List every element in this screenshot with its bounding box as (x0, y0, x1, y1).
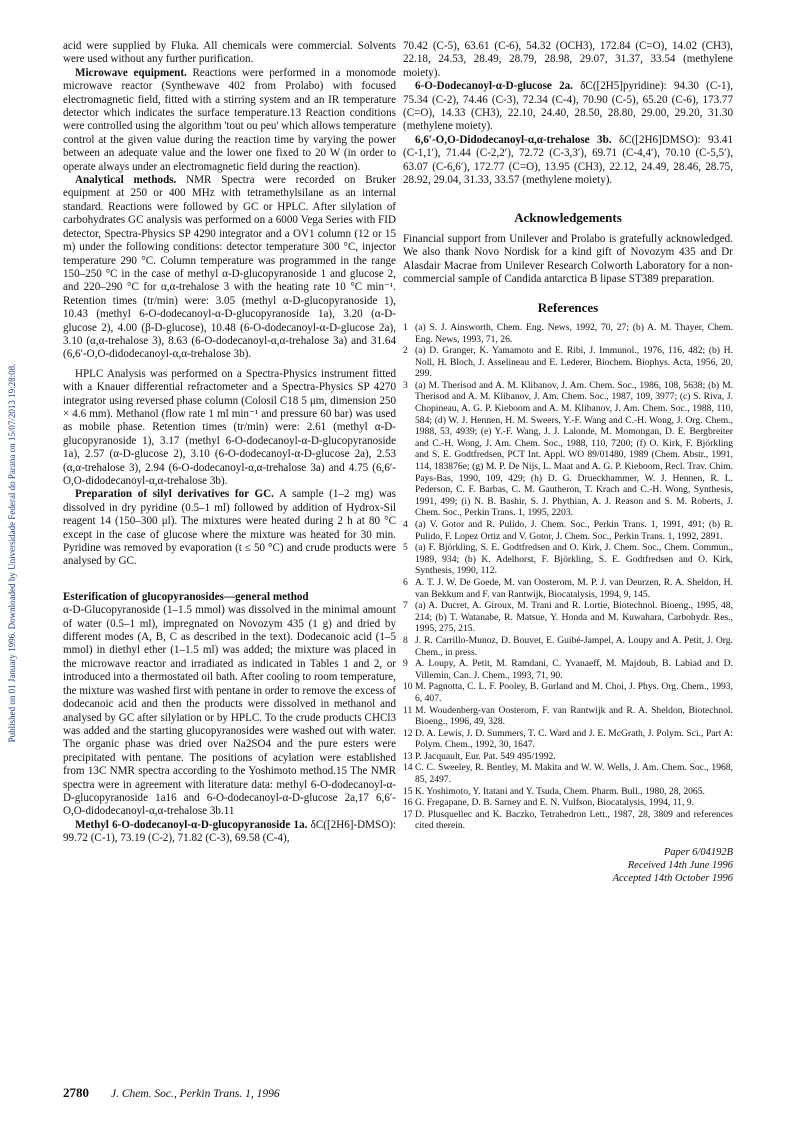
reference-text: A. T. J. W. De Goede, M. van Oosterom, M. P. J. van Deurzen, R. A. Sheldon, H. van Bekkum and F. van Rantwijk, Biocatalysis, 1994, 9, 145. (415, 576, 733, 600)
reference-number: 16 (403, 797, 413, 809)
reference-text: (a) A. Ducret, A. Giroux, M. Trani and R. Lortie, Biotechnol. Bioeng., 1995, 48, 214; (b) T. Watanabe, R. Matsue, Y. Honda and M. Kuwahara, Carbohydr. Res., 1995, 275, 215. (415, 600, 733, 635)
reference-item (403, 751, 733, 763)
reference-text: J. R. Carrillo-Munoz, D. Bouvet, E. Guibé-Jampel, A. Loupy and A. Petit, J. Org. Chem., in press. (415, 634, 733, 658)
paragraph-text: δC([2H6]-DMSO): 99.72 (C-1), 73.19 (C-2), 71.82 (C-3), 69.58 (C-4), (63, 818, 396, 845)
reference-text: C. C. Sweeley, R. Bentley, M. Makita and W. W. Wells, J. Am. Chem. Soc., 1968, 85, 2497. (415, 762, 733, 786)
accepted-date: Accepted 14th October 1996 (612, 873, 733, 885)
reference-number: 4 (403, 519, 408, 530)
microwave-paragraph (63, 67, 396, 174)
esterification-paragraph: α-D-Glucopyranoside (1–1.5 mmol) was dissolved in the minimal amount of water (0.5–1 ml), impregnated on Novozym 435 (1 g) and dried by different modes (A, B, C as described in the text). Dodecanoic acid (1–5 mmol) in diethyl ether (1–1.5 ml) was added; the mixture was placed in the microwave reactor and irradiated as indicated in Tables 1 and 2, or introduced into a thermostated oil bath. After cooling to room temperature, the mixture was washed first with pentane in order to remove the excess of dodecanoic acid and then the products were dissolved in methanol and analysed by GC after silylation or by HPLC. To the crude products CHCl3 was added and the starting glucopyranosides were washed out with water. The organic phase was dried over Na2SO4 and the pure esters were precipitated with pentane. The positions of acylation were established from 13C NMR spectra according to the Yoshimoto method.15 The NMR spectra were in agreement with literature data: methyl 6-O-dodecanoyl-α-D-glucopyranoside 1a16 and 6-O-dodecanoyl-α-D-glucose 2a,17 6,6′-O,O-didodecanoyl-α,α-trehalose 3b.11 (63, 604, 396, 818)
paragraph-text: Reactions were performed in a monomode microwave reactor (Synthewave 402 from Prolabo) with focused electromagnetic field, fitted with a stirring system and an IR temperature detector which indicates the surface temperature.13 Reaction conditions were controlled using the algorithm 'tout ou peu' which allows temperature control at the given value during the reaction time by varying the power between an adequate value and the lower one fixed to 20 W (in order to operate always under an electromagnetic field during the reaction). (63, 66, 396, 173)
reference-text: D. Plusquellec and K. Baczko, Tetrahedron Lett., 1987, 28, 3809 and references cited therein. (415, 808, 733, 832)
reference-text: M. Woudenberg-van Oosterom, F. van Rantwijk and R. A. Sheldon, Biotechnol. Bioeng., 1996, 49, 328. (415, 704, 733, 728)
paragraph: acid were supplied by Fluka. All chemicals were commercial. Solvents were used without any further purification. (63, 40, 396, 66)
reference-item (403, 797, 733, 809)
reference-item (403, 809, 733, 832)
reference-number: 7 (403, 600, 408, 612)
reference-number: 1 (403, 321, 408, 333)
acknowledgements-text: Financial support from Unilever and Prolabo is gratefully acknowledged. We also thank Novo Nordisk for a kind gift of Novozym 435 and Dr Alasdair Macrae from Unilever Research Colworth Laboratory for a non-commercial sample of Candida antarctica B lipase ST389 preparation. (403, 232, 733, 286)
right-column (403, 40, 733, 885)
page-number: 2780 (63, 1085, 89, 1100)
reference-text: (a) S. J. Ainsworth, Chem. Eng. News, 1992, 70, 27; (b) A. M. Thayer, Chem. Eng. News, 1993, 71, 26. (415, 321, 733, 345)
compound-2a-paragraph (403, 80, 733, 134)
reference-text: P. Jacquault, Eur. Pat. 549 495/1992. (415, 750, 556, 762)
reference-item (403, 345, 733, 380)
analytical-paragraph (63, 174, 396, 362)
download-watermark (0, 0, 22, 1128)
paragraph-text: δC([2H5]pyridine): 94.30 (C-1), 75.34 (C-2), 74.46 (C-3), 72.34 (C-4), 70.90 (C-5), 65.20 (C-6), 173.77 (C=O), 14.33 (CH3), 22.10, 24.40, 28.50, 28.80, 29.00, 29.20, 31.30 (methylene moiety). (403, 80, 733, 133)
reference-text: (a) F. Björkling, S. E. Godtfredsen and O. Kirk, J. Chem. Soc., Chem. Commun., 1989, 934; (b) K. Adelhorst, F. Björkling, S. E. Godtfredsen and O. Kirk, Synthesis, 1990, 112. (415, 542, 733, 577)
run-in-heading: 6-O-Dodecanoyl-α-D-glucose 2a. (415, 80, 573, 93)
run-in-heading: Microwave equipment. (75, 66, 187, 79)
journal-citation: J. Chem. Soc., Perkin Trans. 1, 1996 (111, 1088, 280, 1100)
reference-list (403, 322, 733, 832)
acknowledgements-heading: Acknowledgements (514, 210, 622, 226)
reference-number: 14 (403, 762, 413, 774)
reference-item (403, 322, 733, 345)
left-column (63, 40, 396, 846)
run-in-heading: Analytical methods. (75, 174, 177, 187)
reference-number: 15 (403, 785, 413, 797)
silyl-paragraph (63, 488, 396, 568)
page-footer (63, 1085, 280, 1101)
reference-item (403, 786, 733, 798)
reference-item (403, 542, 733, 577)
reference-text: (a) D. Granger, K. Yamamoto and E. Ribi, J. Immunol., 1976, 116, 482; (b) H. Noll, H. Bloch, J. Asselineau and E. Lederer, Biochem. Biophys. Acta, 1956, 20, 299. (415, 345, 733, 380)
reference-number: 9 (403, 658, 408, 670)
reference-text: G. Fregapane, D. B. Sarney and E. N. Vulfson, Biocatalysis, 1994, 11, 9. (415, 797, 694, 809)
section-heading: Esterification of glucopyranosides—general method (63, 590, 309, 603)
reference-text: A. Loupy, A. Petit, M. Ramdani, C. Yvanaeff, M. Majdoub, B. Labiad and D. Villemin, Can. J. Chem., 1993, 71, 90. (415, 658, 733, 681)
reference-item (403, 577, 733, 600)
received-date: Received 14th June 1996 (627, 860, 733, 872)
paragraph-text: NMR Spectra were recorded on Bruker equipment at 250 or 400 MHz with tetramethylsilane as an internal standard. Reactions were followed by GC or HPLC. After silylation of carbohydrates GC analysis was performed on a 6000 Vega Series with FID detector, Spectra-Physics SP 4290 integrator and a OV1 column (12 or 15 m) under the following conditions: detector temperature 300 °C, injector temperature 290 °C. Column temperature was programmed in the range 150–250 °C in the case of methyl α-D-glucopyranoside 1 and glucose 2, and 220–290 °C for α,α-trehalose 3 with the heating rate 10 °C min⁻¹. Retention times (tr/min) were: 3.05 (methyl α-D-glucopyranoside 1), 10.43 (methyl 6-O-dodecanoyl-α-D-glucopyranoside 1a), 3.20 (α-D-glucose 2), 4.00 (β-D-glucose), 10.48 (6-O-dodecanoyl-α-D-glucose 2a), 3.10 (α,α-trehalose 3), 8.63 (6-O-dodecanoyl-α,α-trehalose 3a) and 31.64 (6,6′-O,O-didodecanoyl-α,α-trehalose 3b). (63, 174, 396, 361)
reference-item (403, 600, 733, 635)
reference-item (403, 519, 733, 542)
run-in-heading: Methyl 6-O-dodecanoyl-α-D-glucopyranoside 1a. (75, 818, 308, 831)
reference-number: 5 (403, 542, 408, 554)
reference-number: 2 (403, 345, 408, 357)
reference-number: 10 (403, 681, 413, 693)
run-in-heading: 6,6′-O,O-Didodecanoyl-α,α-trehalose 3b. (415, 133, 612, 146)
paragraph-text: δC([2H6]DMSO): 93.41 (C-1,1′), 71.44 (C-2,2′), 72.72 (C-3,3′), 69.71 (C-4,4′), 70.10 (C-5,5′), 63.07 (C-6,6′), 172.77 (C=O), 13.95 (CH3), 22.12, 24.49, 28.46, 28.75, 28.92, 29.04, 31.33, 33.57 (methylene moiety). (403, 133, 734, 187)
reference-text: (a) V. Gotor and R. Pulido, J. Chem. Soc., Perkin Trans. 1, 1991, 491; (b) R. Pulido, F. Lopez Ortiz and V. Gotor, J. Chem. Soc., Perkin Trans. 1, 1992, 2891. (415, 519, 733, 542)
reference-item (403, 658, 733, 681)
reference-item (403, 380, 733, 519)
reference-text: D. A. Lewis, J. D. Summers, T. C. Ward and J. E. McGrath, J. Polym. Sci., Part A: Polym. Chem., 1992, 30, 1647. (415, 727, 733, 751)
references-heading: References (537, 299, 599, 315)
reference-item (403, 681, 733, 704)
reference-text: K. Yoshimoto, Y. Itatani and Y. Tsuda, Chem. Pharm. Bull., 1980, 28, 2065. (415, 785, 705, 797)
reference-text: M. Pagnotta, C. L. F. Pooley, B. Gurland and M. Choi, J. Phys. Org. Chem., 1993, 6, 407. (415, 681, 733, 704)
paragraph-text: A sample (1–2 mg) was dissolved in dry pyridine (0.5–1 ml) followed by addition of Hydrox-Sil reagent 14 (150–300 μl). The mixtures were heated during 2 h at 80 °C except in the case of glucose where the mixture was heated for 30 min. Pyridine was removed by evaporation (t ≤ 50 °C) and crude products were analysed by GC. (63, 488, 396, 568)
reference-item (403, 705, 733, 728)
reference-item (403, 728, 733, 751)
reference-number: 13 (403, 750, 413, 762)
compound-1a-paragraph (63, 819, 396, 846)
paper-number: Paper 6/04192B (663, 847, 733, 859)
reference-text: (a) M. Therisod and A. M. Klibanov, J. Am. Chem. Soc., 1986, 108, 5638; (b) M. Therisod and A. M. Klibanov, J. Am. Chem. Soc., 1987, 109, 3977; (c) S. Riva, J. Chopineau, A. G. P. Kieboom and A. M. Klibanov, J. Am. Chem. Soc., 1988, 110, 584; (d) W. J. Hennen, H. M. Sweers, Y.-F. Wang and C.-H. Wong, J. Org. Chem., 1988, 53, 4939; (e) Y.-F. Wang, J. J. Lalonde, M. Momongan, D. E. Bergbreiter and C.-H. Wong, J. Am. Chem. Soc., 1988, 110, 7200; (f) O. Kirk, F. Björkling and S. E. Godtfredsen, PCT Int. Appl. WO 89/01480, 1989 (Chem. Abstr., 1991, 114, 183876e; (g) M. P. De Nijs, L. Maat and A. G. P. Kieboom, Recl. Trav. Chim. Pays-Bas, 1990, 109, 429; (h) D. G. Drueckhammer, W. J. Hennen, R. L. Pederson, C. F. Barbas, C. M. Gautheron, T. Krach and C.-H. Wong, Synthesis, 1991, 499; (i) N. B. Bashir, S. J. Phythian, A. J. Reason and S. M. Roberts, J. Chem. Soc., Perkin Trans. 1, 1995, 2203. (415, 379, 733, 519)
reference-number: 8 (403, 634, 408, 646)
reference-number: 11 (403, 704, 413, 716)
reference-number: 17 (403, 808, 413, 820)
reference-number: 3 (403, 379, 408, 391)
reference-number: 6 (403, 576, 408, 588)
compound-3b-paragraph (403, 134, 733, 188)
submission-info (403, 846, 733, 885)
reference-number: 12 (403, 727, 413, 739)
reference-item (403, 635, 733, 658)
reference-item (403, 762, 733, 785)
hplc-paragraph: HPLC Analysis was performed on a Spectra-Physics instrument fitted with a Knauer differential refractometer and a Spectra-Physics SP 4270 integrator using reversed phase column (Colosil C18 5 μm, dimension 250 × 4.6 mm). Methanol (flow rate 1 ml min⁻¹ and pressure 60 bar) was used as mobile phase. Retention times (tr/min) were: 2.61 (methyl α-D-glucopyranoside 1), 3.17 (methyl 6-O-dodecanoyl-α-D-glucopyranoside 1a), 2.57 (α-D-glucose 2), 3.10 (6-O-dodecanoyl-α-D-glucose 2a), 2.53 (α,α-trehalose 3), 2.94 (6-O-dodecanoyl-α,α-trehalose 3a) and 4.75 (6,6′-O,O-didodecanoyl-α,α-trehalose 3b). (63, 367, 396, 487)
watermark-text: Published on 01 January 1996. Downloaded by Universidade Federal do Parana on 15/07/2013 19:28:08. (7, 363, 17, 743)
run-in-heading: Preparation of silyl derivatives for GC. (75, 488, 274, 501)
paragraph: 70.42 (C-5), 63.61 (C-6), 54.32 (OCH3), 172.84 (C=O), 14.02 (CH3), 22.18, 24.53, 28.49, 28.79, 28.98, 29.07, 31.37, 33.54 (methylene moiety). (403, 40, 733, 79)
